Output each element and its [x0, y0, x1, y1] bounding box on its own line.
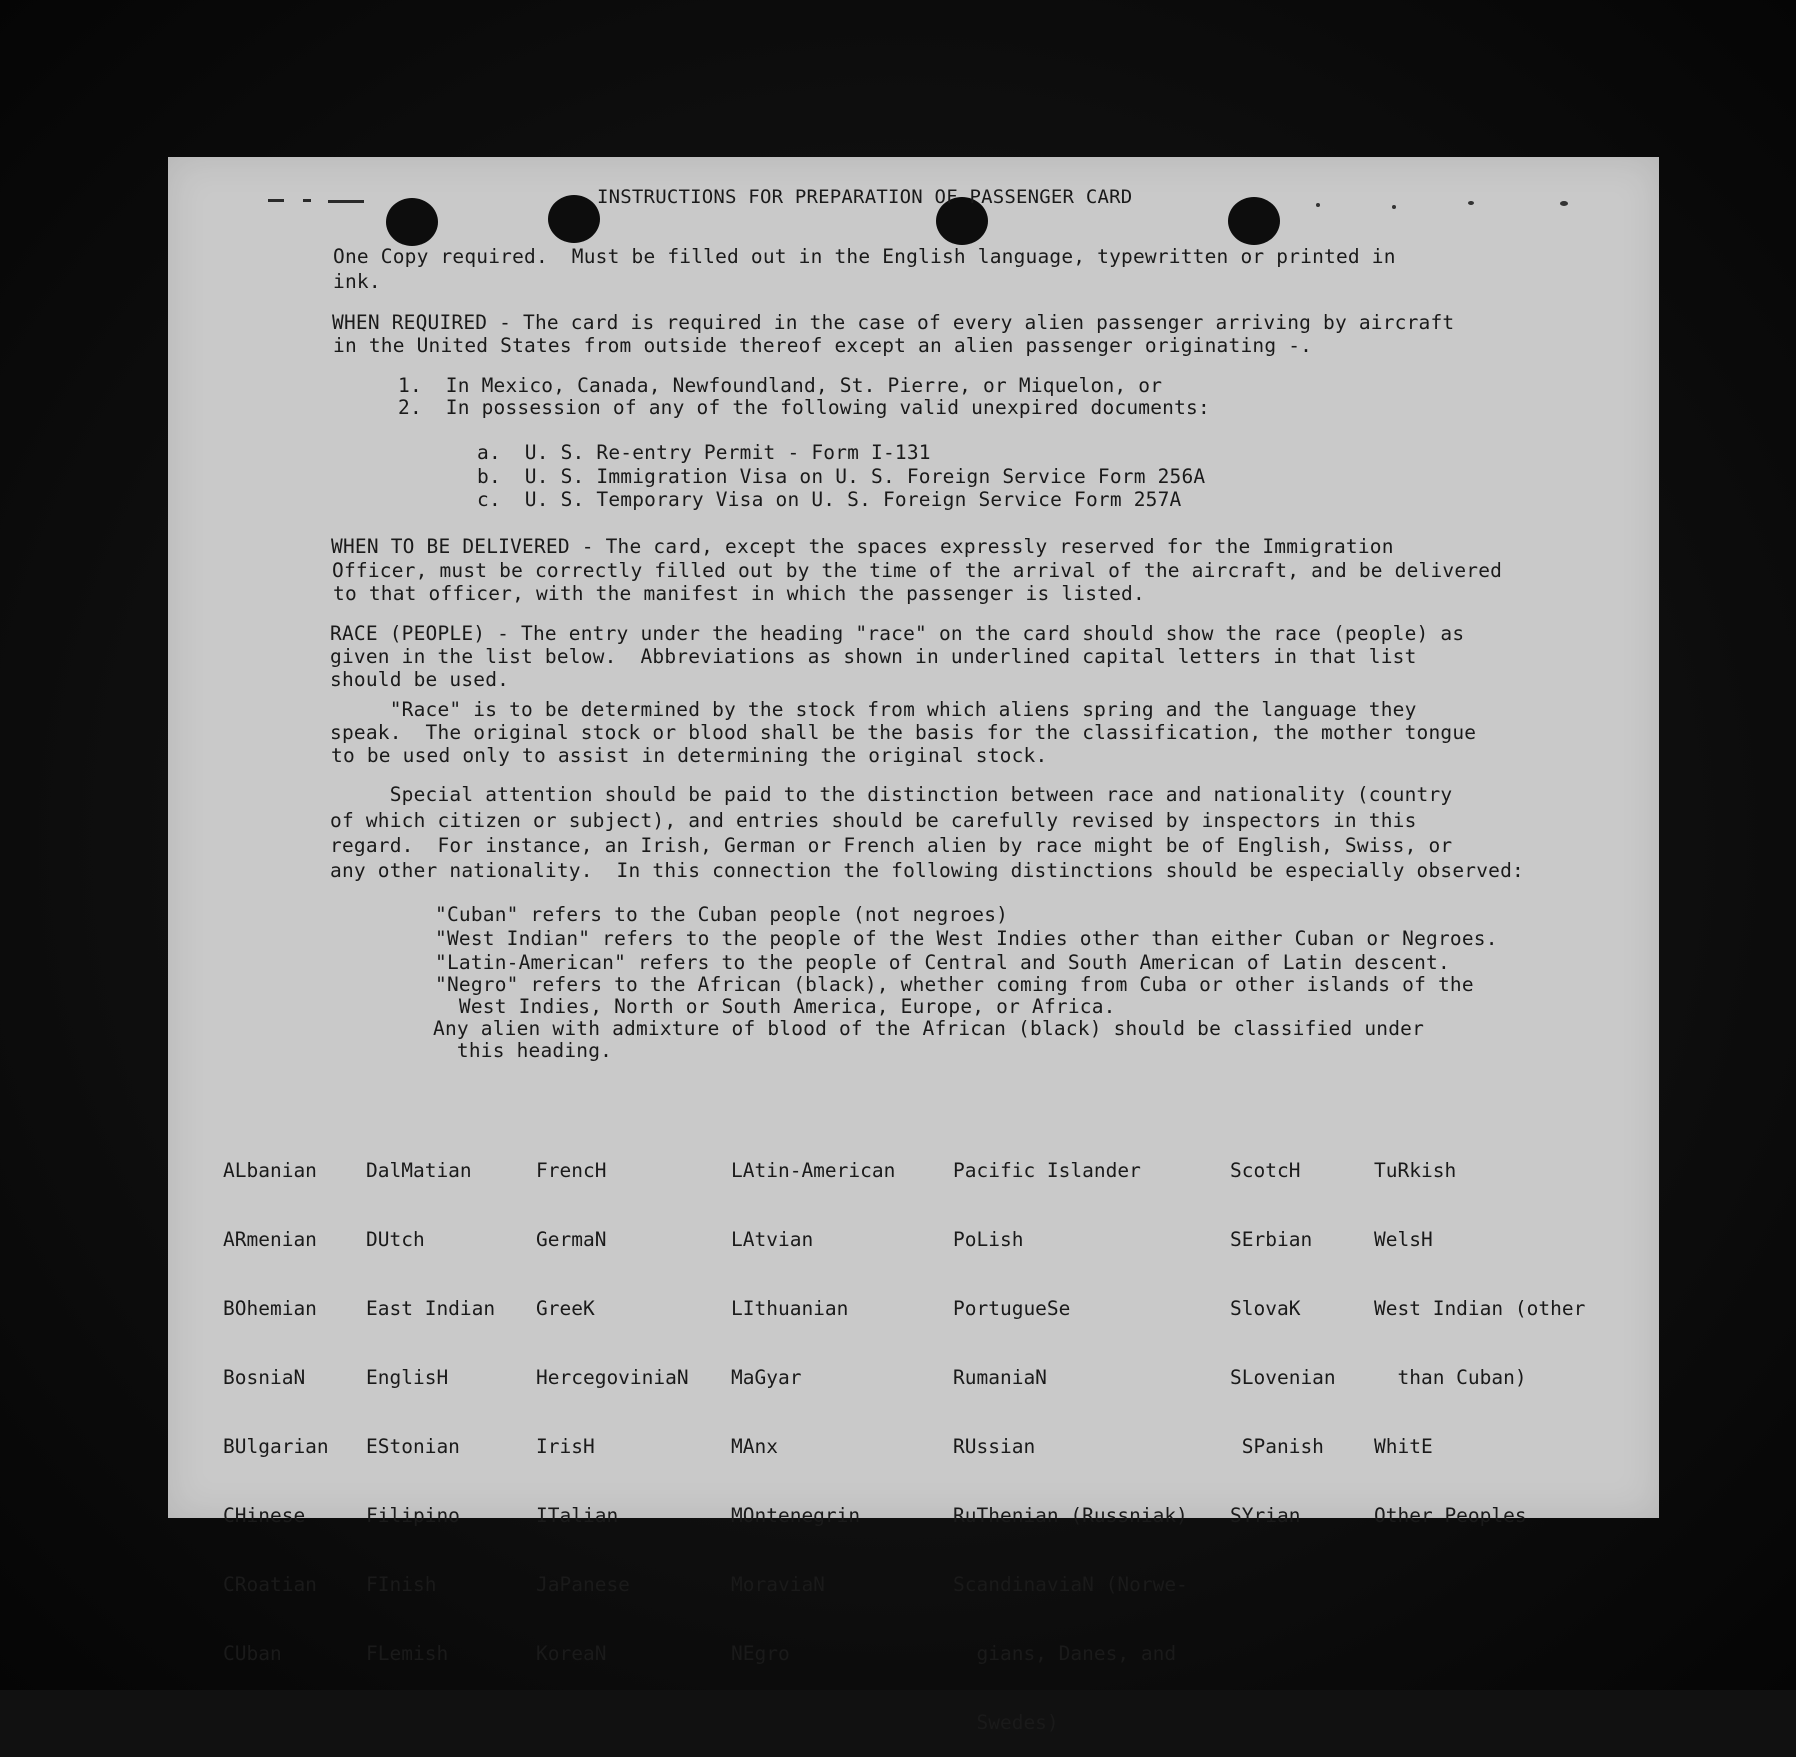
- numbered-item-1: 1. In Mexico, Canada, Newfoundland, St. Pierre, or Miquelon, or: [398, 374, 1163, 397]
- race-item: EnglisH: [366, 1366, 449, 1389]
- numbered-item-2: 2. In possession of any of the following valid unexpired documents:: [398, 396, 1210, 419]
- race-column-5: [953, 1113, 1188, 1757]
- distinction-negro-cont: West Indies, North or South America, Europe, or Africa.: [435, 995, 1116, 1018]
- special-line-4: any other nationality. In this connection the following distinctions should be especially observed:: [330, 859, 1524, 882]
- special-line-1: Special attention should be paid to the distinction between race and nationality (country: [330, 783, 1453, 806]
- race-item: SlovaK: [1230, 1297, 1301, 1320]
- race-item: KoreaN: [536, 1642, 607, 1665]
- race-item: SPanish: [1230, 1435, 1324, 1458]
- race-item: MOntenegrin: [731, 1504, 861, 1527]
- race-column-3: [536, 1113, 689, 1688]
- race-item: IrisH: [536, 1435, 595, 1458]
- intro-line-1: One Copy required. Must be filled out in the English language, typewritten or printed in: [333, 245, 1396, 268]
- punch-hole: [548, 195, 600, 243]
- speck: [1392, 205, 1396, 209]
- race-item: CRoatian: [223, 1573, 317, 1596]
- distinction-admixture-cont: this heading.: [433, 1039, 613, 1062]
- lettered-item-a: a. U. S. Re-entry Permit - Form I-131: [477, 441, 931, 464]
- race-item: CHinese: [223, 1504, 306, 1527]
- race-item: SYrian: [1230, 1504, 1301, 1527]
- distinction-latin-american: "Latin-American" refers to the people of Central and South American of Latin descent.: [435, 951, 1450, 974]
- distinction-admixture: Any alien with admixture of blood of the African (black) should be classified under: [433, 1017, 1425, 1040]
- race-item: HercegoviniaN: [536, 1366, 689, 1389]
- when-delivered-line-3: to that officer, with the manifest in which the passenger is listed.: [333, 582, 1145, 605]
- speck: [1316, 203, 1320, 207]
- race-item: ALbanian: [223, 1159, 317, 1182]
- race-item: NEgro: [731, 1642, 790, 1665]
- race-item: DUtch: [366, 1228, 425, 1251]
- race-item: JaPanese: [536, 1573, 630, 1596]
- document-title: INSTRUCTIONS FOR PREPARATION OF PASSENGER CARD: [597, 186, 1133, 208]
- race-item: FLemish: [366, 1642, 449, 1665]
- distinction-west-indian: "West Indian" refers to the people of the West Indies other than either Cuban or Negroes.: [435, 927, 1498, 950]
- race-item: gians, Danes, and: [953, 1642, 1177, 1665]
- speck: [1560, 201, 1568, 206]
- race-item: GermaN: [536, 1228, 607, 1251]
- race-column-4: [731, 1113, 895, 1688]
- race-line-1: RACE (PEOPLE) - The entry under the heading "race" on the card should show the race (people) as: [330, 622, 1465, 645]
- distinction-negro: "Negro" refers to the African (black), whether coming from Cuba or other islands of the: [435, 973, 1474, 996]
- race-item: RumaniaN: [953, 1366, 1047, 1389]
- race-item: Filipino: [366, 1504, 460, 1527]
- when-required-line-1: WHEN REQUIRED - The card is required in the case of every alien passenger arriving by aircraft: [332, 311, 1455, 334]
- race-item: BUlgarian: [223, 1435, 329, 1458]
- race-item: Other Peoples: [1374, 1504, 1527, 1527]
- punch-hole: [1228, 197, 1280, 245]
- race-item: DalMatian: [366, 1159, 472, 1182]
- race-definition-line-1: "Race" is to be determined by the stock from which aliens spring and the language they: [330, 698, 1417, 721]
- race-item: East Indian: [366, 1297, 496, 1320]
- race-item: RuThenian (Russniak): [953, 1504, 1188, 1527]
- race-item: GreeK: [536, 1297, 595, 1320]
- race-item: SLovenian: [1230, 1366, 1336, 1389]
- race-item: Swedes): [953, 1711, 1059, 1734]
- race-item: WelsH: [1374, 1228, 1433, 1251]
- lettered-item-c: c. U. S. Temporary Visa on U. S. Foreign Service Form 257A: [477, 488, 1182, 511]
- race-item: ARmenian: [223, 1228, 317, 1251]
- race-column-2: [366, 1113, 495, 1688]
- special-line-2: of which citizen or subject), and entries should be carefully revised by inspectors in this: [330, 809, 1417, 832]
- race-item: LAtvian: [731, 1228, 814, 1251]
- race-column-7: [1374, 1113, 1585, 1550]
- when-delivered-line-2: Officer, must be correctly filled out by the time of the arrival of the aircraft, and be delivered: [332, 559, 1503, 582]
- race-item: LIthuanian: [731, 1297, 849, 1320]
- edge-mark: [268, 199, 284, 202]
- race-item: MAnx: [731, 1435, 778, 1458]
- race-item: RUssian: [953, 1435, 1036, 1458]
- race-item: WhitE: [1374, 1435, 1433, 1458]
- lettered-item-b: b. U. S. Immigration Visa on U. S. Foreign Service Form 256A: [477, 465, 1206, 488]
- race-item: ScotcH: [1230, 1159, 1301, 1182]
- edge-mark: [328, 200, 364, 203]
- race-item: LAtin-American: [731, 1159, 896, 1182]
- when-required-line-2: in the United States from outside thereof except an alien passenger originating -.: [333, 334, 1313, 357]
- race-item: EStonian: [366, 1435, 460, 1458]
- when-delivered-line-1: WHEN TO BE DELIVERED - The card, except the spaces expressly reserved for the Immigration: [331, 535, 1394, 558]
- special-line-3: regard. For instance, an Irish, German or French alien by race might be of English, Swiss, or: [330, 834, 1453, 857]
- race-column-1: [223, 1113, 329, 1688]
- race-item: FrencH: [536, 1159, 607, 1182]
- race-item: SErbian: [1230, 1228, 1313, 1251]
- speck: [1468, 201, 1474, 205]
- edge-mark: [303, 199, 311, 202]
- race-item: PortugueSe: [953, 1297, 1071, 1320]
- distinction-cuban: "Cuban" refers to the Cuban people (not negroes): [435, 903, 1009, 926]
- race-item: Pacific Islander: [953, 1159, 1141, 1182]
- race-item: PoLish: [953, 1228, 1024, 1251]
- race-item: CUban: [223, 1642, 282, 1665]
- race-line-3: should be used.: [330, 668, 510, 691]
- race-item: TuRkish: [1374, 1159, 1457, 1182]
- race-item: West Indian (other: [1374, 1297, 1586, 1320]
- race-item: ScandinaviaN (Norwe-: [953, 1573, 1188, 1596]
- race-item: BOhemian: [223, 1297, 317, 1320]
- race-item: than Cuban): [1374, 1366, 1527, 1389]
- race-item: BosniaN: [223, 1366, 306, 1389]
- race-definition-line-2: speak. The original stock or blood shall be the basis for the classification, the mother tongue: [330, 721, 1477, 744]
- intro-line-2: ink.: [333, 270, 381, 293]
- punch-hole: [386, 198, 438, 246]
- race-item: MoraviaN: [731, 1573, 825, 1596]
- race-item: MaGyar: [731, 1366, 802, 1389]
- race-item: ITalian: [536, 1504, 619, 1527]
- race-column-6: [1230, 1113, 1336, 1550]
- race-line-2: given in the list below. Abbreviations as shown in underlined capital letters in that list: [330, 645, 1417, 668]
- race-item: FInish: [366, 1573, 437, 1596]
- race-definition-line-3: to be used only to assist in determining the original stock.: [331, 744, 1048, 767]
